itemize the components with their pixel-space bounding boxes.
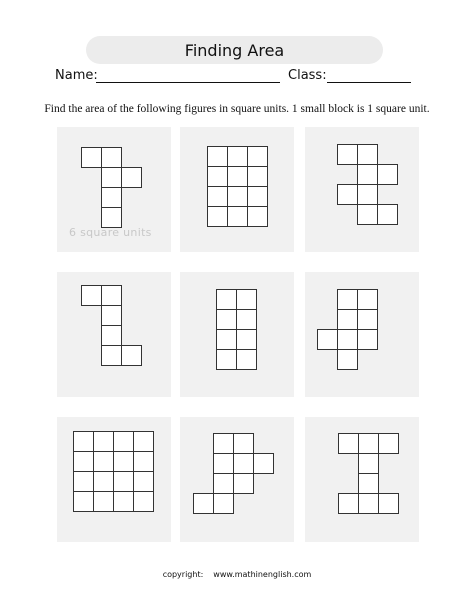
unit-square — [248, 207, 268, 227]
figure-card-9 — [305, 417, 419, 542]
unit-square — [358, 145, 378, 165]
unit-square — [338, 310, 358, 330]
unit-square — [378, 165, 398, 185]
unit-square — [234, 474, 254, 494]
figure-card-6 — [305, 272, 419, 397]
figure-shape-5 — [180, 272, 294, 397]
unit-square — [338, 330, 358, 350]
unit-square — [134, 492, 154, 512]
unit-square — [74, 492, 94, 512]
unit-square — [338, 290, 358, 310]
unit-square — [358, 310, 378, 330]
unit-square — [339, 494, 359, 514]
unit-square — [134, 432, 154, 452]
unit-square — [217, 350, 237, 370]
unit-square — [228, 187, 248, 207]
figure-shape-3 — [305, 127, 419, 252]
unit-square — [358, 290, 378, 310]
unit-square — [74, 452, 94, 472]
unit-square — [122, 168, 142, 188]
figure-card-4 — [57, 272, 171, 397]
class-field[interactable] — [327, 82, 411, 83]
unit-square — [248, 167, 268, 187]
unit-square — [214, 474, 234, 494]
unit-square — [114, 452, 134, 472]
unit-square — [208, 207, 228, 227]
unit-square — [217, 290, 237, 310]
unit-square — [217, 310, 237, 330]
figure-shape-6 — [305, 272, 419, 397]
unit-square — [114, 432, 134, 452]
unit-square — [94, 452, 114, 472]
unit-square — [358, 330, 378, 350]
footer-copyright: copyright: — [162, 570, 204, 579]
unit-square — [194, 494, 214, 514]
unit-square — [359, 434, 379, 454]
figure-card-5 — [180, 272, 294, 397]
unit-square — [102, 326, 122, 346]
unit-square — [358, 185, 378, 205]
unit-square — [358, 165, 378, 185]
figure-card-8 — [180, 417, 294, 542]
unit-square — [237, 290, 257, 310]
sample-answer: 6 square units — [69, 226, 152, 239]
unit-square — [134, 452, 154, 472]
unit-square — [102, 168, 122, 188]
unit-square — [339, 434, 359, 454]
unit-square — [237, 350, 257, 370]
figure-shape-9 — [305, 417, 419, 542]
worksheet-title: Finding Area — [86, 36, 383, 64]
unit-square — [228, 167, 248, 187]
unit-square — [114, 472, 134, 492]
unit-square — [94, 432, 114, 452]
unit-square — [208, 147, 228, 167]
unit-square — [248, 147, 268, 167]
unit-square — [248, 187, 268, 207]
unit-square — [237, 310, 257, 330]
unit-square — [358, 205, 378, 225]
unit-square — [234, 454, 254, 474]
unit-square — [379, 494, 399, 514]
unit-square — [234, 434, 254, 454]
unit-square — [102, 286, 122, 306]
unit-square — [338, 185, 358, 205]
unit-square — [82, 286, 102, 306]
unit-square — [214, 454, 234, 474]
unit-square — [208, 167, 228, 187]
name-field[interactable] — [96, 82, 280, 83]
name-label: Name: — [55, 68, 98, 83]
unit-square — [82, 148, 102, 168]
unit-square — [228, 147, 248, 167]
unit-square — [359, 454, 379, 474]
unit-square — [214, 434, 234, 454]
footer-url[interactable]: www.mathinenglish.com — [213, 570, 312, 579]
unit-square — [94, 472, 114, 492]
unit-square — [102, 346, 122, 366]
unit-square — [74, 472, 94, 492]
figure-card-2 — [180, 127, 294, 252]
figure-shape-2 — [180, 127, 294, 252]
unit-square — [102, 148, 122, 168]
figure-card-1 — [57, 127, 171, 252]
unit-square — [114, 492, 134, 512]
figure-shape-7 — [57, 417, 171, 542]
class-label: Class: — [288, 68, 327, 83]
unit-square — [378, 205, 398, 225]
unit-square — [134, 472, 154, 492]
unit-square — [338, 350, 358, 370]
figure-shape-4 — [57, 272, 171, 397]
unit-square — [217, 330, 237, 350]
unit-square — [102, 306, 122, 326]
unit-square — [359, 494, 379, 514]
figure-card-3 — [305, 127, 419, 252]
unit-square — [228, 207, 248, 227]
unit-square — [94, 492, 114, 512]
unit-square — [102, 208, 122, 228]
unit-square — [214, 494, 234, 514]
unit-square — [237, 330, 257, 350]
unit-square — [338, 145, 358, 165]
unit-square — [122, 346, 142, 366]
unit-square — [379, 434, 399, 454]
footer — [0, 570, 474, 579]
figure-card-7 — [57, 417, 171, 542]
unit-square — [318, 330, 338, 350]
unit-square — [102, 188, 122, 208]
unit-square — [208, 187, 228, 207]
instructions: Find the area of the following figures in square units. 1 small block is 1 square unit. — [44, 103, 430, 115]
figure-shape-8 — [180, 417, 294, 542]
unit-square — [359, 474, 379, 494]
unit-square — [254, 454, 274, 474]
unit-square — [74, 432, 94, 452]
